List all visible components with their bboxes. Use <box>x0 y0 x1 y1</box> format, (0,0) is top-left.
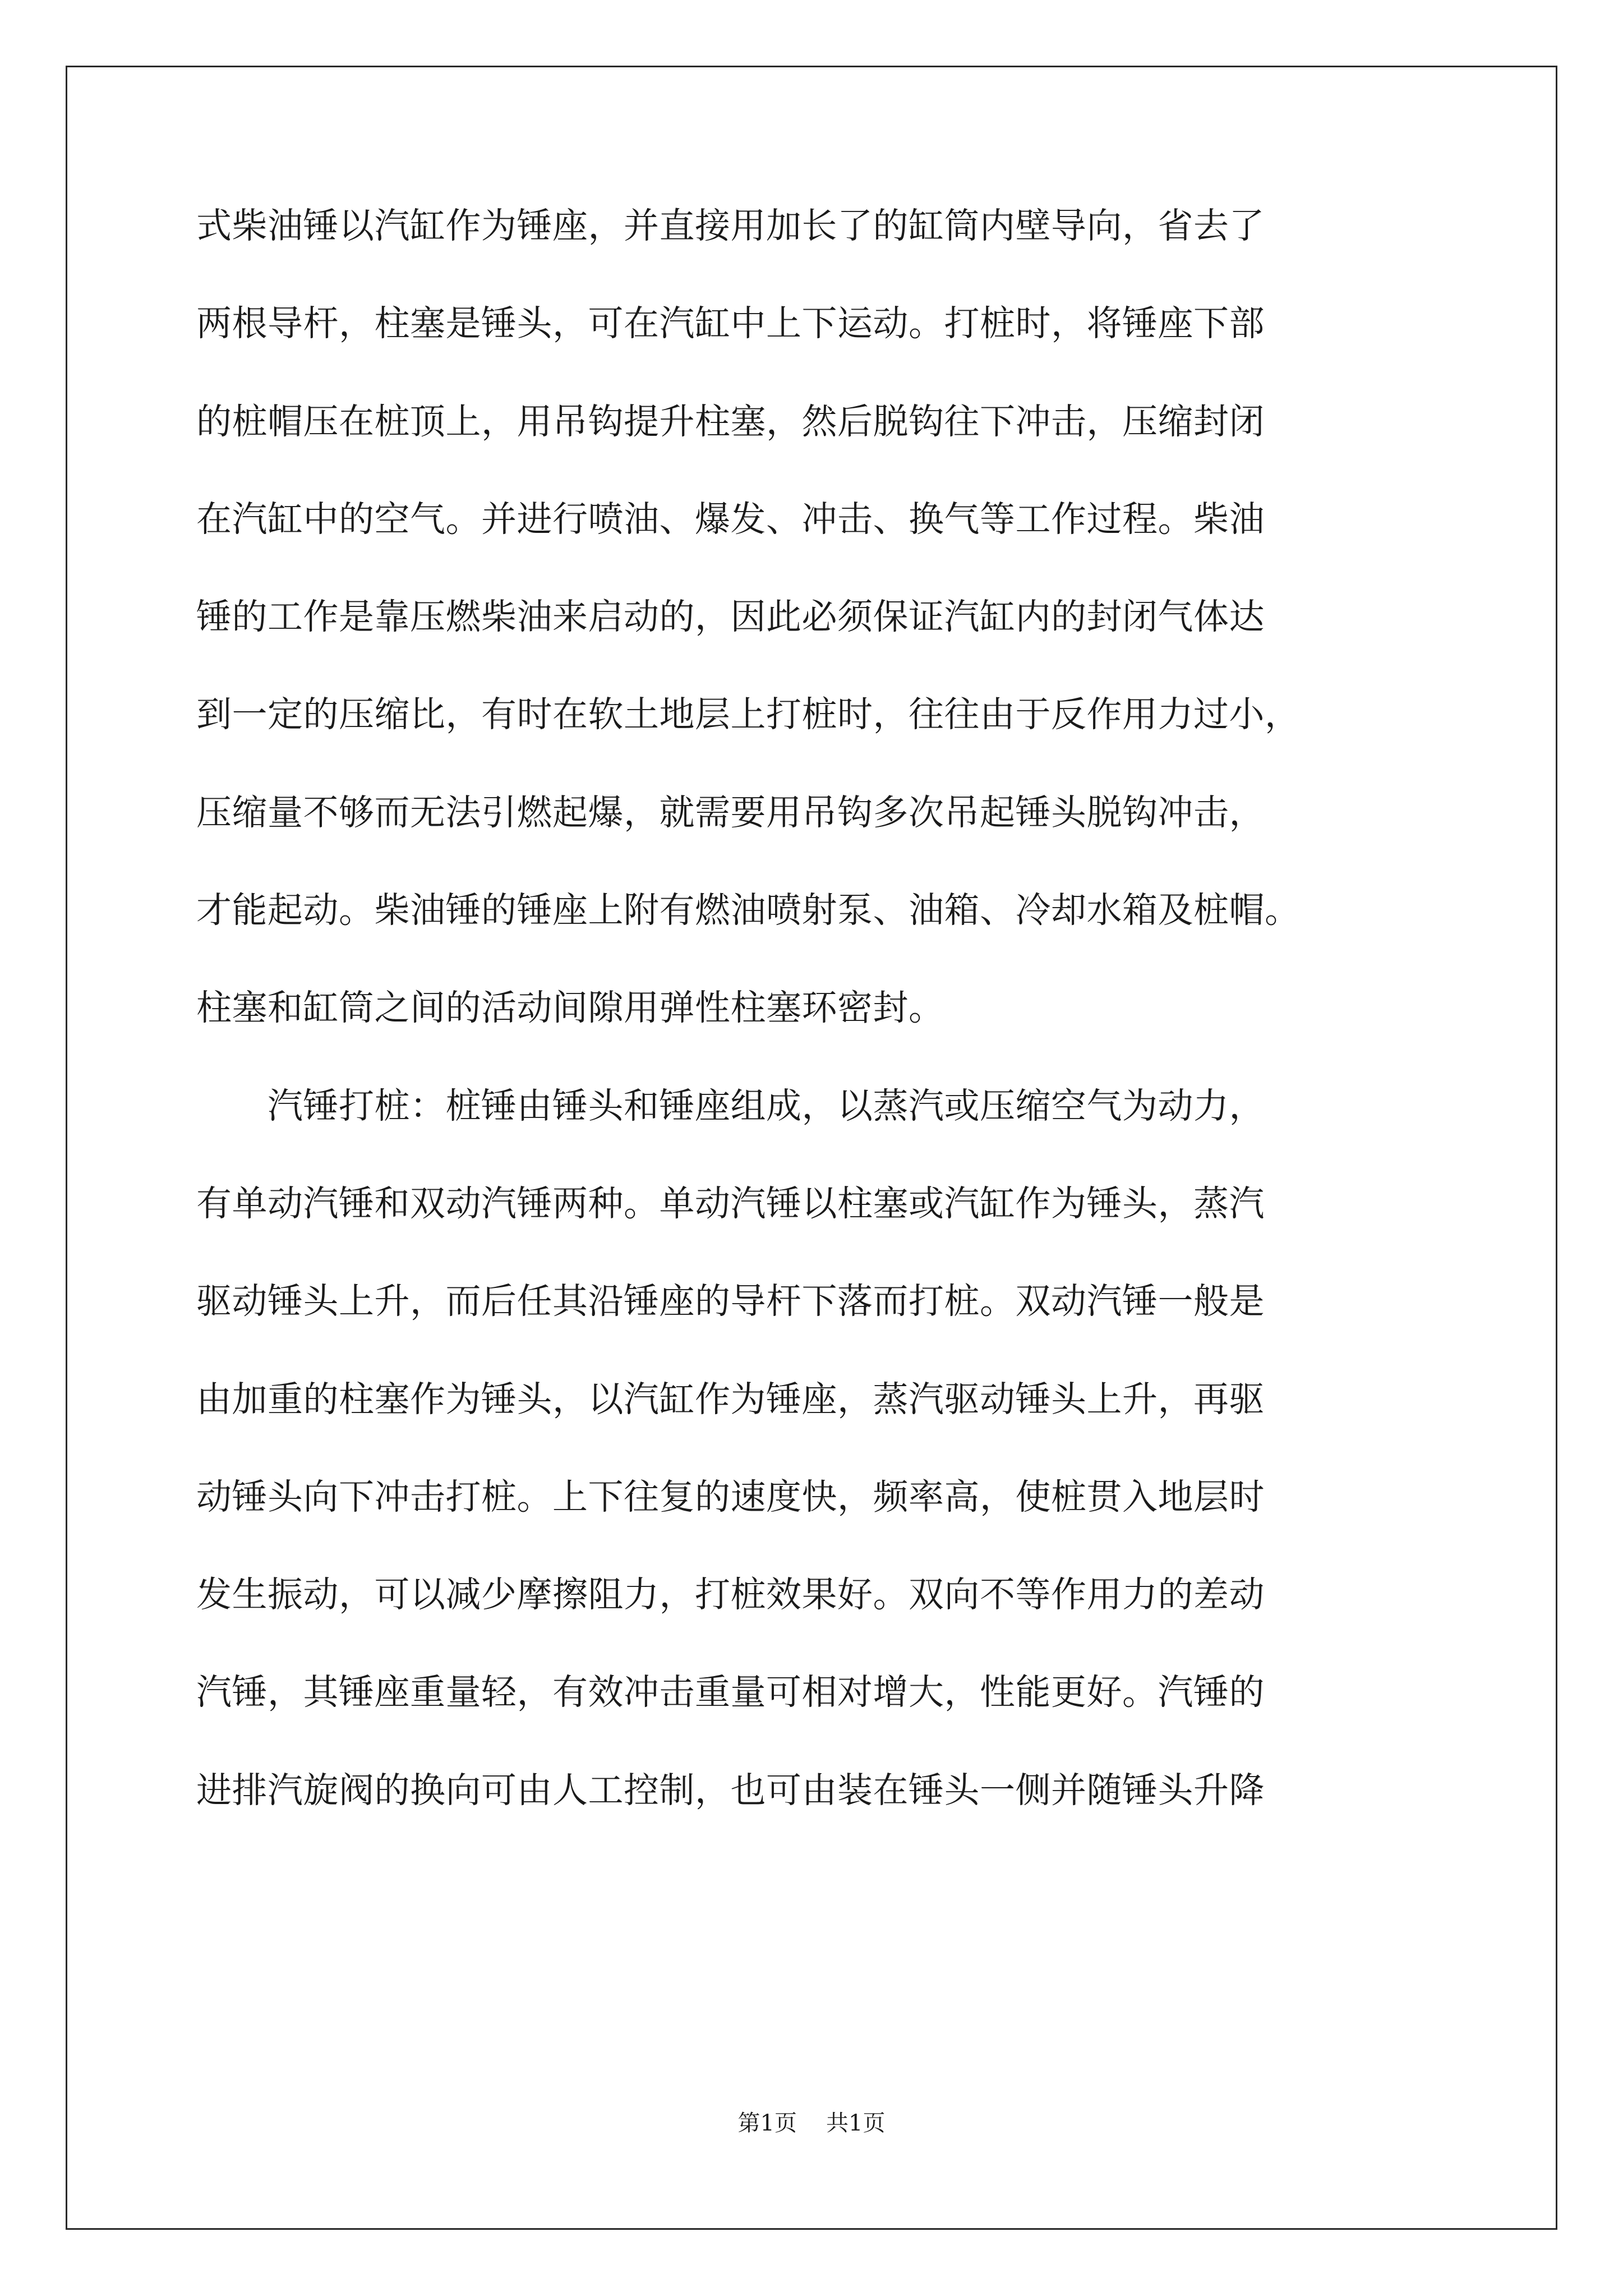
text-line: 锤的工作是靠压燃柴油来启动的，因此必须保证汽缸内的封闭气体达 <box>196 596 1265 638</box>
text-line: 的桩帽压在桩顶上，用吊钩提升柱塞，然后脱钩往下冲击，压缩封闭 <box>196 401 1265 442</box>
text-line: 式柴油锤以汽缸作为锤座，并直接用加长了的缸筒内壁导向，省去了 <box>196 205 1265 246</box>
page-footer <box>0 2109 1623 2137</box>
text-line: 到一定的压缩比，有时在软土地层上打桩时，往往由于反作用力过小， <box>196 694 1301 735</box>
text-line: 驱动锤头上升，而后任其沿锤座的导杆下落而打桩。双动汽锤一般是 <box>196 1281 1265 1322</box>
text-line: 柱塞和缸筒之间的活动间隙用弹性柱塞环密封。 <box>196 987 944 1029</box>
text-line: 在汽缸中的空气。并进行喷油、爆发、冲击、换气等工作过程。柴油 <box>196 498 1265 540</box>
text-line: 压缩量不够而无法引燃起爆，就需要用吊钩多次吊起锤头脱钩冲击， <box>196 792 1265 833</box>
text-line: 汽锤打桩：桩锤由锤头和锤座组成，以蒸汽或压缩空气为动力， <box>196 1085 1265 1126</box>
text-line: 动锤头向下冲击打桩。上下往复的速度快，频率高，使桩贯入地层时 <box>196 1476 1265 1517</box>
page-number: 第1页 <box>737 2110 797 2136</box>
text-line: 由加重的柱塞作为锤头，以汽缸作为锤座，蒸汽驱动锤头上升，再驱 <box>196 1378 1265 1420</box>
text-line: 进排汽旋阀的换向可由人工控制，也可由装在锤头一侧并随锤头升降 <box>196 1769 1265 1811</box>
text-line: 汽锤，其锤座重量轻，有效冲击重量可相对增大，性能更好。汽锤的 <box>196 1672 1265 1713</box>
text-line: 发生振动，可以减少摩擦阻力，打桩效果好。双向不等作用力的差动 <box>196 1574 1265 1616</box>
text-line: 有单动汽锤和双动汽锤两种。单动汽锤以柱塞或汽缸作为锤头，蒸汽 <box>196 1182 1265 1224</box>
document-body <box>196 199 1475 1861</box>
text-line: 两根导杆，柱塞是锤头，可在汽缸中上下运动。打桩时，将锤座下部 <box>196 303 1265 344</box>
text-line: 才能起动。柴油锤的锤座上附有燃油喷射泵、油箱、冷却水箱及桩帽。 <box>196 890 1301 931</box>
page-total: 共1页 <box>826 2110 886 2136</box>
